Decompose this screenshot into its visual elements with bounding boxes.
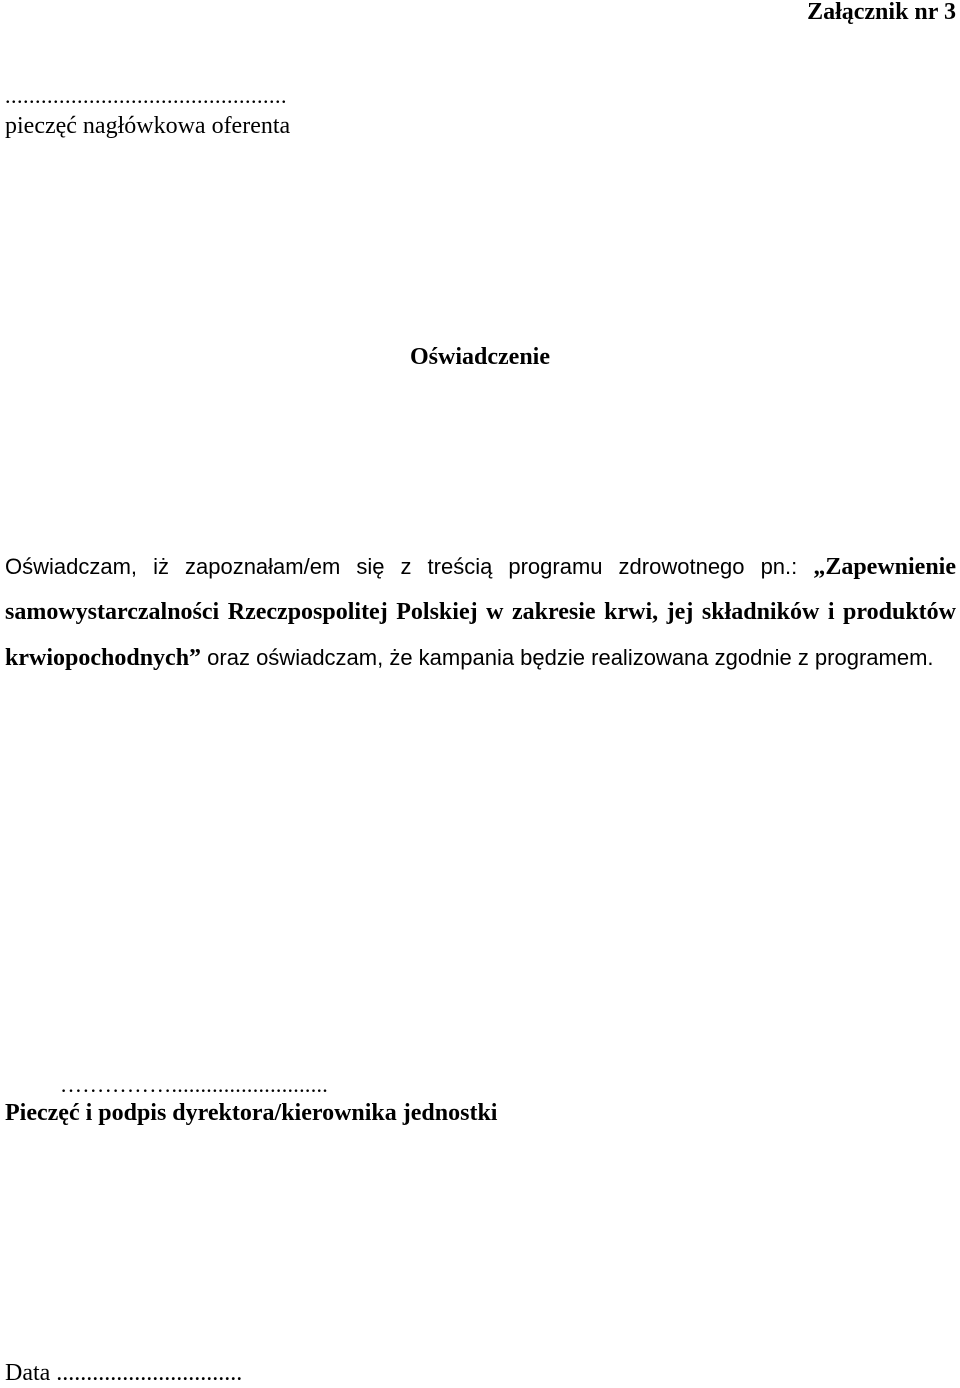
statement-paragraph bbox=[5, 544, 956, 681]
stamp-placeholder-dots: ............................................... bbox=[5, 83, 287, 108]
signature-label: Pieczęć i podpis dyrektora/kierownika jednostki bbox=[5, 1100, 498, 1126]
program-name: „Zapewnienie samowystarczalności Rzeczpospolitej Polskiej w zakresie krwi, jej składników i produktów krwiopochodnych” bbox=[5, 554, 956, 671]
signature-placeholder-dots: ……………........................... bbox=[60, 1072, 329, 1097]
attachment-label: Załącznik nr 3 bbox=[807, 0, 956, 25]
date-field: Data ............................... bbox=[5, 1360, 243, 1386]
statement-intro: Oświadczam, iż zapoznałam/em się z treścią programu zdrowotnego pn.: bbox=[5, 554, 814, 579]
document-title: Oświadczenie bbox=[410, 344, 550, 370]
stamp-label: pieczęć nagłówkowa oferenta bbox=[5, 113, 291, 139]
statement-closing: oraz oświadczam, że kampania będzie realizowana zgodnie z programem. bbox=[201, 645, 934, 670]
